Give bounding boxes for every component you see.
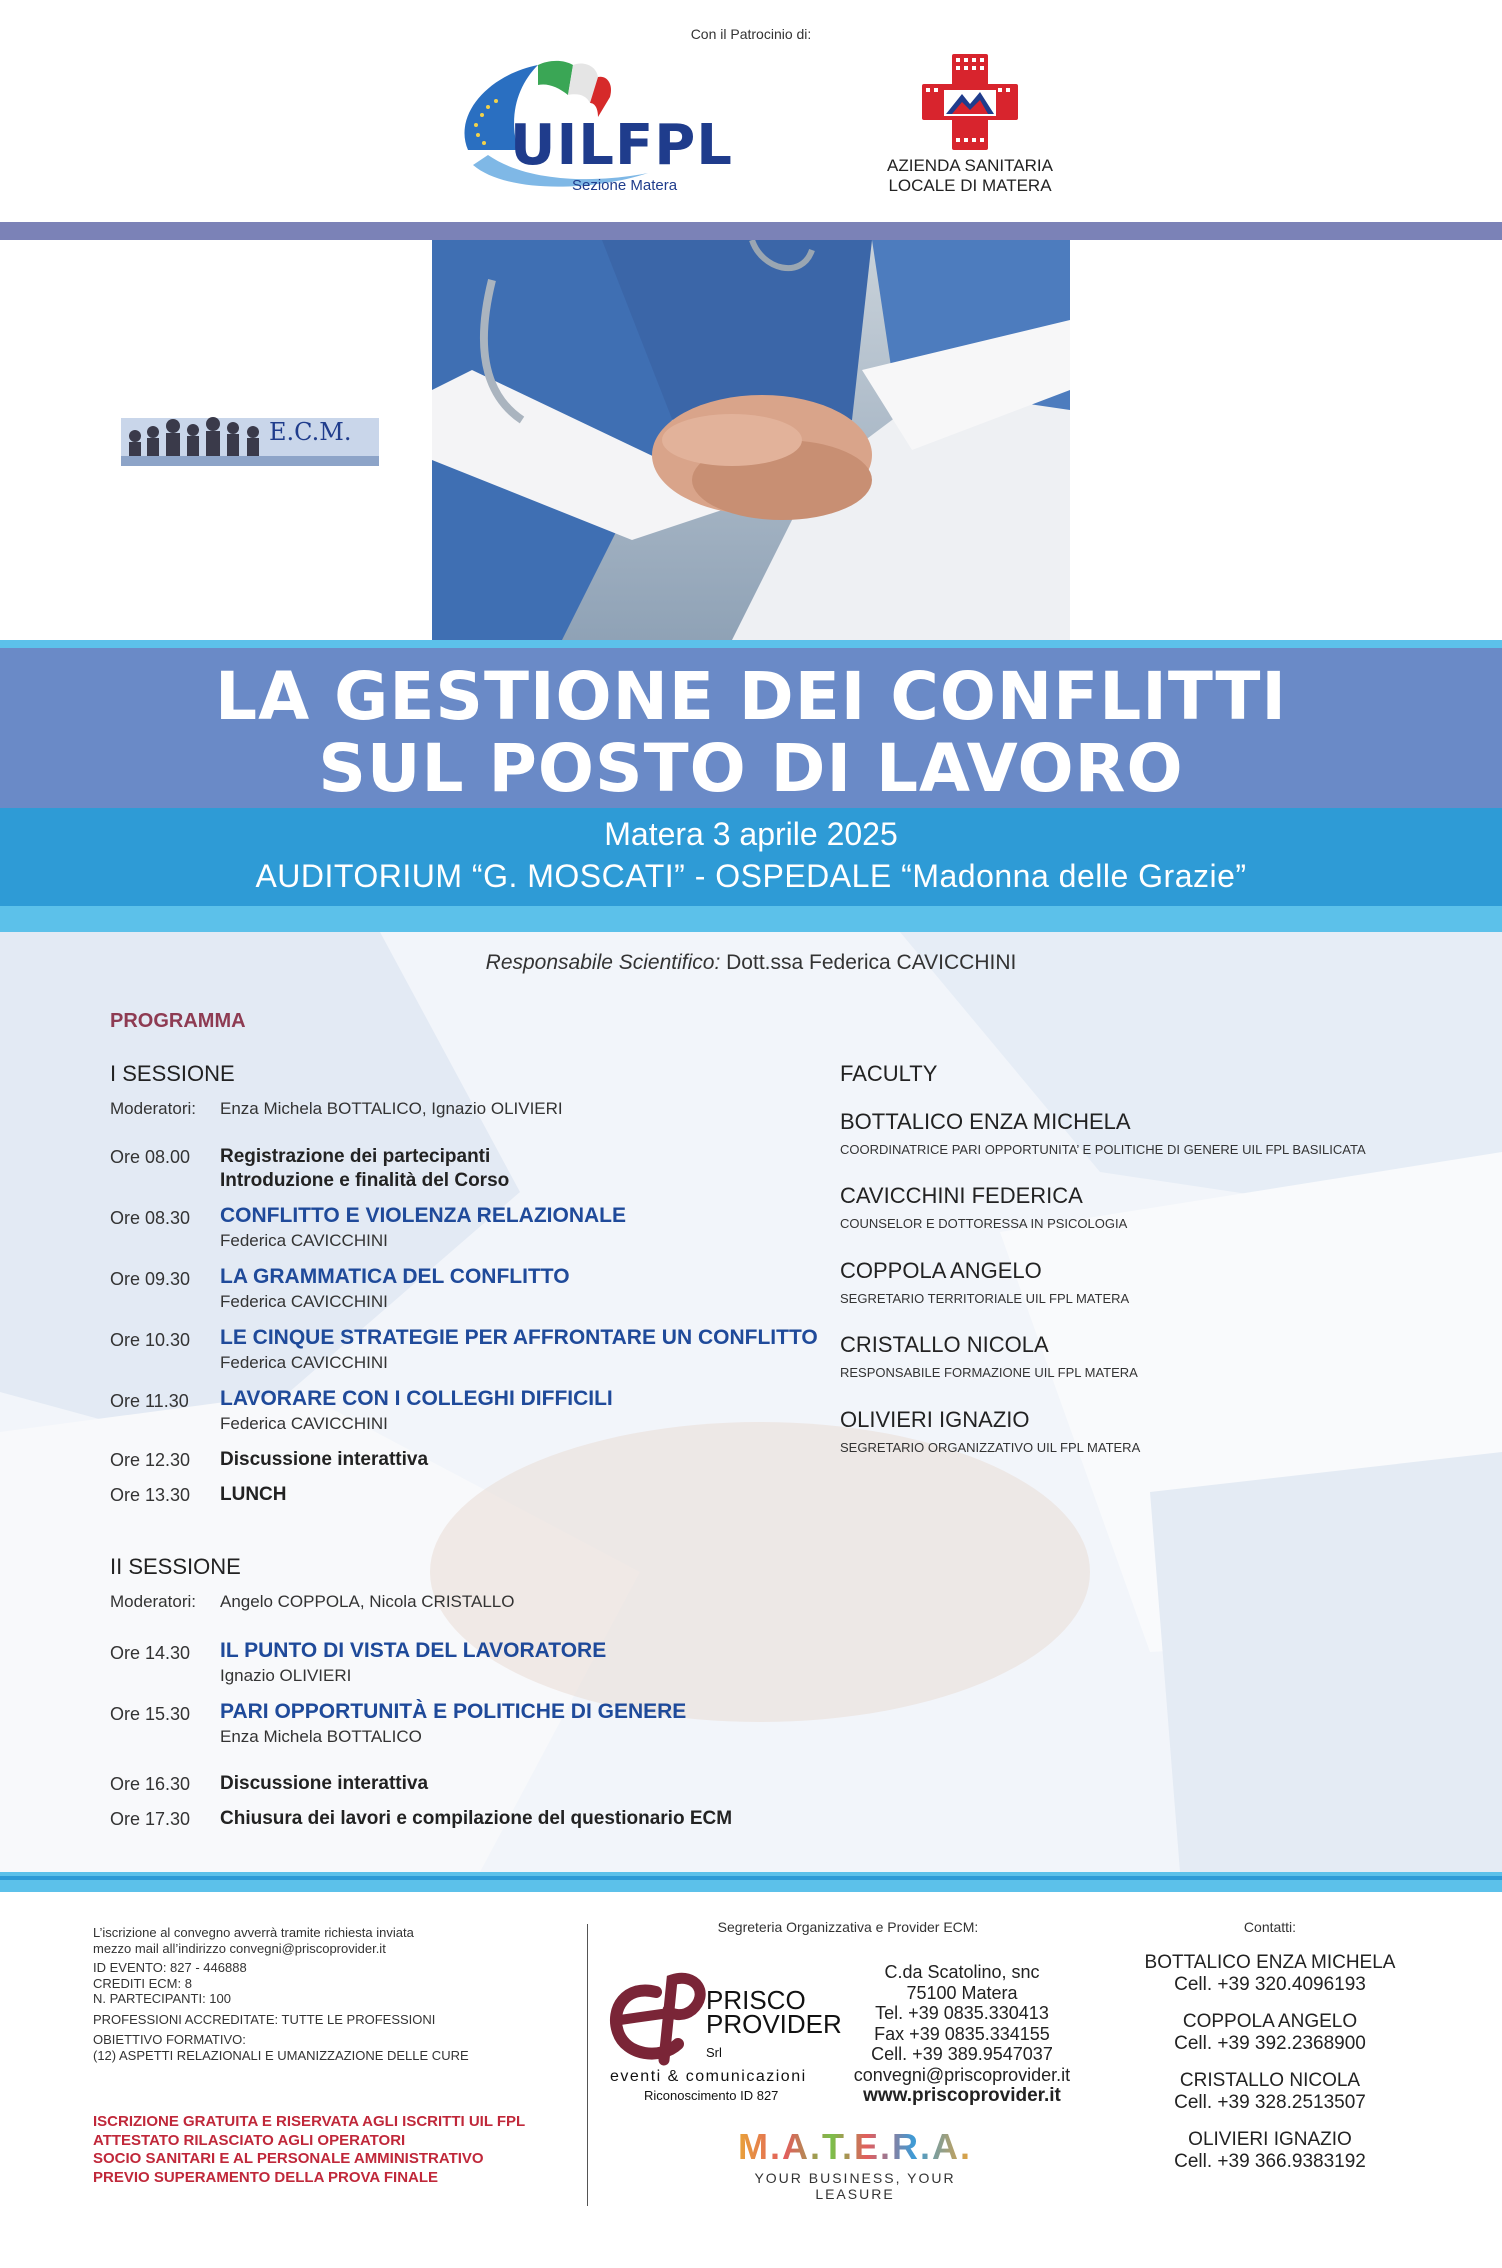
event-speaker: Enza Michela BOTTALICO bbox=[220, 1727, 422, 1746]
provider-address bbox=[842, 1962, 1082, 2107]
id-evento: ID EVENTO: 827 - 446888 bbox=[93, 1960, 247, 1975]
prisco-srl: Srl bbox=[706, 2045, 722, 2060]
event-title: LUNCH bbox=[220, 1484, 287, 1505]
event-title: Registrazione dei partecipanti bbox=[220, 1146, 491, 1167]
event-speaker: Federica CAVICCHINI bbox=[220, 1414, 388, 1433]
faculty-name: COPPOLA ANGELO bbox=[840, 1258, 1042, 1283]
faculty-role: RESPONSABILE FORMAZIONE UIL FPL MATERA bbox=[840, 1365, 1138, 1380]
time-label: Ore 16.30 bbox=[110, 1774, 191, 1794]
crediti-ecm: CREDITI ECM: 8 bbox=[93, 1975, 192, 1991]
event-speaker: Federica CAVICCHINI bbox=[220, 1231, 388, 1250]
faculty-name: CAVICCHINI FEDERICA bbox=[840, 1183, 1083, 1208]
professioni: PROFESSIONI ACCREDITATE: TUTTE LE PROFESSIONI bbox=[93, 2011, 436, 2027]
event-venue: AUDITORIUM “G. MOSCATI” - OSPEDALE “Madonna delle Grazie” bbox=[255, 858, 1247, 894]
session1-moderatori-label: Moderatori: bbox=[110, 1099, 196, 1118]
iscrizione-line1: L’iscrizione al convegno avverrà tramite richiesta inviata bbox=[93, 1925, 414, 1940]
provider-tel: Tel. +39 0835.330413 bbox=[875, 2003, 1049, 2023]
session1-moderatori: Enza Michela BOTTALICO, Ignazio OLIVIERI bbox=[220, 1099, 563, 1118]
time-label: Ore 09.30 bbox=[110, 1269, 191, 1289]
time-label: Ore 12.30 bbox=[110, 1450, 191, 1470]
programma-heading: PROGRAMMA bbox=[110, 1010, 246, 1032]
contact-cell: Cell. +39 328.2513507 bbox=[1174, 2091, 1366, 2113]
contact-cell: Cell. +39 366.9383192 bbox=[1174, 2150, 1366, 2172]
time-label: Ore 15.30 bbox=[110, 1704, 191, 1724]
hands-photo-icon bbox=[432, 240, 1070, 640]
contact-entry bbox=[1120, 2129, 1420, 2172]
iscrizione-line2: mezzo mail all’indirizzo convegni@priscoprovider.it bbox=[93, 1940, 386, 1956]
event-title: Chiusura dei lavori e compilazione del questionario ECM bbox=[220, 1808, 733, 1829]
event-title: LA GRAMMATICA DEL CONFLITTO bbox=[220, 1265, 570, 1288]
event-title: CONFLITTO E VIOLENZA RELAZIONALE bbox=[220, 1204, 626, 1227]
faculty-name: BOTTALICO ENZA MICHELA bbox=[840, 1109, 1131, 1134]
red-line2: ATTESTATO RILASCIATO AGLI OPERATORI bbox=[93, 2131, 406, 2149]
faculty-name: OLIVIERI IGNAZIO bbox=[840, 1407, 1030, 1432]
prisco-name-1: PRISCO bbox=[706, 1985, 806, 2015]
patrocinio-label: Con il Patrocinio di: bbox=[690, 26, 812, 42]
time-label: Ore 17.30 bbox=[110, 1809, 191, 1829]
event-title-2: Introduzione e finalità del Corso bbox=[220, 1170, 510, 1191]
provider-website[interactable]: www.priscoprovider.it bbox=[863, 2085, 1061, 2106]
session2-moderatori: Angelo COPPOLA, Nicola CRISTALLO bbox=[220, 1592, 515, 1611]
event-title: Discussione interattiva bbox=[220, 1773, 429, 1794]
matera-tagline: YOUR BUSINESS, YOUR LEASURE bbox=[754, 2170, 956, 2202]
provider-email[interactable]: convegni@priscoprovider.it bbox=[853, 2064, 1071, 2085]
provider-fax: Fax +39 0835.334155 bbox=[874, 2023, 1050, 2044]
faculty-role: SEGRETARIO TERRITORIALE UIL FPL MATERA bbox=[840, 1291, 1130, 1306]
faculty-role: COORDINATRICE PARI OPPORTUNITA’ E POLITICHE DI GENERE UIL FPL BASILICATA bbox=[840, 1142, 1366, 1157]
prisco-name-2: PROVIDER bbox=[706, 2009, 842, 2039]
session2-moderatori-label: Moderatori: bbox=[110, 1592, 196, 1611]
contact-entry bbox=[1120, 1952, 1420, 1995]
faculty-role: COUNSELOR E DOTTORESSA IN PSICOLOGIA bbox=[840, 1216, 1128, 1231]
n-partecipanti: N. PARTECIPANTI: 100 bbox=[93, 1991, 231, 2006]
segreteria-heading: Segreteria Organizzativa e Provider ECM: bbox=[717, 1919, 979, 1935]
matera-letters: M.A.T.E.R.A. bbox=[737, 2126, 972, 2167]
event-title: Discussione interattiva bbox=[220, 1449, 429, 1470]
faculty-role: SEGRETARIO ORGANIZZATIVO UIL FPL MATERA bbox=[840, 1440, 1141, 1455]
time-label: Ore 10.30 bbox=[110, 1330, 191, 1350]
event-title: LAVORARE CON I COLLEGHI DIFFICILI bbox=[220, 1387, 613, 1410]
contact-entry bbox=[1120, 2070, 1420, 2113]
faculty-name: CRISTALLO NICOLA bbox=[840, 1332, 1049, 1357]
address-line1: C.da Scatolino, snc bbox=[884, 1962, 1040, 1982]
top-band bbox=[0, 222, 1502, 240]
contact-name: BOTTALICO ENZA MICHELA bbox=[1144, 1952, 1396, 1973]
uilfpl-logo bbox=[448, 55, 733, 203]
prisco-wordmark bbox=[706, 1985, 846, 2065]
uilfpl-sub: Sezione Matera bbox=[572, 177, 678, 194]
address-line2: 75100 Matera bbox=[906, 1982, 1018, 2003]
asl-line1: AZIENDA SANITARIA bbox=[887, 156, 1053, 175]
ecm-badge bbox=[121, 408, 379, 470]
prisco-provider-logo bbox=[606, 1960, 846, 2103]
responsabile-name: Dott.ssa Federica CAVICCHINI bbox=[726, 951, 1017, 974]
matera-wordmark bbox=[720, 2126, 990, 2168]
time-label: Ore 08.00 bbox=[110, 1147, 191, 1167]
session1-title: I SESSIONE bbox=[110, 1061, 235, 1086]
uilfpl-name: UILFPL bbox=[510, 113, 733, 178]
prisco-ep-icon bbox=[606, 1964, 706, 2068]
event-speaker: Federica CAVICCHINI bbox=[220, 1292, 388, 1311]
contact-name: OLIVIERI IGNAZIO bbox=[1188, 2129, 1352, 2150]
asl-name bbox=[860, 156, 1080, 196]
time-label: Ore 08.30 bbox=[110, 1208, 191, 1228]
contact-cell: Cell. +39 392.2368900 bbox=[1174, 2032, 1366, 2054]
responsabile-label: Responsabile Scientifico: bbox=[485, 951, 721, 974]
contatti-list bbox=[1120, 1952, 1420, 2188]
footer-divider bbox=[587, 1924, 588, 2206]
faculty-heading: FACULTY bbox=[840, 1061, 938, 1086]
red-line3: SOCIO SANITARI E AL PERSONALE AMMINISTRATIVO bbox=[93, 2150, 484, 2167]
event-title: IL PUNTO DI VISTA DEL LAVORATORE bbox=[220, 1639, 607, 1662]
event-title-line2: SUL POSTO DI LAVORO bbox=[318, 730, 1184, 807]
asl-line2: LOCALE DI MATERA bbox=[888, 176, 1052, 195]
time-label: Ore 14.30 bbox=[110, 1643, 191, 1663]
contact-cell: Cell. +39 320.4096193 bbox=[1174, 1973, 1366, 1995]
asl-matera-logo bbox=[860, 52, 1080, 202]
time-label: Ore 11.30 bbox=[110, 1391, 189, 1411]
prisco-riconoscimento: Riconoscimento ID 827 bbox=[644, 2088, 779, 2103]
iscrizione-note bbox=[93, 2113, 553, 2187]
obiettivo-formativo: (12) ASPETTI RELAZIONALI E UMANIZZAZIONE DELLE CURE bbox=[93, 2047, 469, 2063]
event-date: Matera 3 aprile 2025 bbox=[604, 816, 898, 852]
teamwork-hands-photo bbox=[432, 240, 1070, 640]
red-line4: PREVIO SUPERAMENTO DELLA PROVA FINALE bbox=[93, 2168, 439, 2186]
event-speaker: Ignazio OLIVIERI bbox=[220, 1666, 352, 1685]
time-label: Ore 13.30 bbox=[110, 1485, 191, 1505]
asl-cross-icon bbox=[922, 54, 1018, 150]
matera-logo bbox=[720, 2126, 990, 2202]
bottom-band bbox=[0, 1872, 1502, 1892]
responsabile-scientifico bbox=[0, 951, 1502, 975]
provider-cell: Cell. +39 389.9547037 bbox=[871, 2044, 1053, 2064]
iscrizione-info bbox=[93, 1925, 553, 2063]
title-top-line bbox=[0, 640, 1502, 648]
session2-title: II SESSIONE bbox=[110, 1554, 241, 1579]
event-title: LE CINQUE STRATEGIE PER AFFRONTARE UN CONFLITTO bbox=[220, 1326, 818, 1349]
subtitle-bottom-line bbox=[0, 906, 1502, 932]
red-line1: ISCRIZIONE GRATUITA E RISERVATA AGLI ISCRITTI UIL FPL bbox=[93, 2113, 526, 2130]
obiettivo-label: OBIETTIVO FORMATIVO: bbox=[93, 2032, 246, 2047]
contatti-heading: Contatti: bbox=[1243, 1919, 1297, 1935]
contact-entry bbox=[1120, 2011, 1420, 2054]
ecm-label: E.C.M. bbox=[269, 418, 352, 446]
event-title-line1: LA GESTIONE DEI CONFLITTI bbox=[215, 658, 1287, 735]
event-speaker: Federica CAVICCHINI bbox=[220, 1353, 388, 1372]
contact-name: CRISTALLO NICOLA bbox=[1179, 2070, 1361, 2091]
event-title: PARI OPPORTUNITÀ E POLITICHE DI GENERE bbox=[220, 1700, 687, 1723]
contact-name: COPPOLA ANGELO bbox=[1182, 2011, 1358, 2032]
prisco-tagline: eventi & comunicazioni bbox=[610, 2068, 807, 2085]
